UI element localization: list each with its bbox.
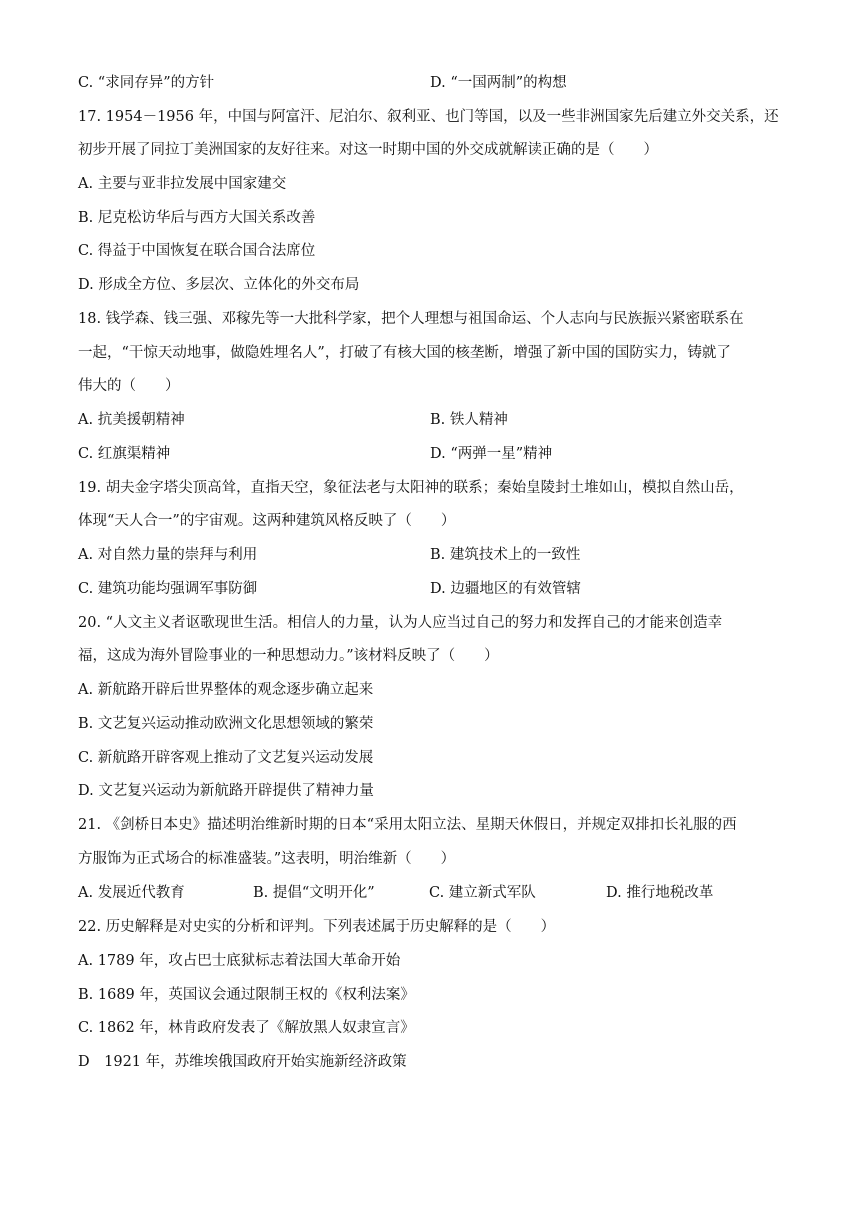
q18-stem-line1: 18. 钱学森、钱三强、邓稼先等一大批科学家，把个人理想与祖国命运、个人志向与民族振兴紧密联系在 [78,311,744,327]
q20-option-c: C. 新航路开辟客观上推动了文艺复兴运动发展 [78,750,374,766]
q21-option-c: C. 建立新式军队 [429,885,536,901]
q20-option-d: D. 文艺复兴运动为新航路开辟提供了精神力量 [78,783,374,799]
q22-stem-line1: 22. 历史解释是对史实的分析和评判。下列表述属于历史解释的是（ ） [78,919,556,935]
q20-option-b: B. 文艺复兴运动推动欧洲文化思想领域的繁荣 [78,716,374,732]
q19-option-a: A. 对自然力量的崇拜与利用 [78,547,258,563]
q19-option-b: B. 建筑技术上的一致性 [430,547,581,563]
q20-stem-line1: 20. “人文主义者讴歌现世生活。相信人的力量，认为人应当过自己的努力和发挥自己的才能来创造幸 [78,615,723,631]
q18-option-d: D. “两弹一星”精神 [430,446,553,462]
q16-option-d: D. “一国两制”的构想 [430,75,567,91]
q17-option-c: C. 得益于中国恢复在联合国合法席位 [78,243,316,259]
q18-option-b: B. 铁人精神 [430,412,508,428]
q17-stem-line2: 初步开展了同拉丁美洲国家的友好往来。对这一时期中国的外交成就解读正确的是（ ） [78,142,658,158]
q20-stem-line2: 福，这成为海外冒险事业的一种思想动力。”该材料反映了（ ） [78,648,499,664]
q17-stem-line1: 17. 1954－1956 年，中国与阿富汗、尼泊尔、叙利亚、也门等国，以及一些非洲国家先后建立外交关系，还 [78,109,779,125]
q19-option-d: D. 边疆地区的有效管辖 [430,581,581,597]
q21-stem-line1: 21. 《剑桥日本史》描述明治维新时期的日本“采用太阳立法、星期天休假日，并规定双排扣长礼服的西 [78,817,737,833]
q16-option-c: C. “求同存异”的方针 [78,75,215,91]
q22-option-b: B. 1689 年，英国议会通过限制王权的《权利法案》 [78,987,415,1003]
q19-stem-line1: 19. 胡夫金字塔尖顶高耸，直指天空，象征法老与太阳神的联系；秦始皇陵封土堆如山，模拟自然山岳， [78,480,744,496]
q17-option-d: D. 形成全方位、多层次、立体化的外交布局 [78,277,360,293]
q21-option-a: A. 发展近代教育 [78,885,185,901]
q17-option-a: A. 主要与亚非拉发展中国家建交 [78,176,287,192]
q20-option-a: A. 新航路开辟后世界整体的观念逐步确立起来 [78,682,374,698]
q18-stem-line3: 伟大的（ ） [78,378,180,394]
q21-option-b: B. 提倡“文明开化” [253,885,375,901]
q17-option-b: B. 尼克松访华后与西方大国关系改善 [78,210,316,226]
q19-option-c: C. 建筑功能均强调军事防御 [78,581,258,597]
q18-option-c: C. 红旗渠精神 [78,446,171,462]
q21-stem-line2: 方服饰为正式场合的标准盛装。”这表明，明治维新（ ） [78,851,456,867]
q18-option-a: A. 抗美援朝精神 [78,412,185,428]
q19-stem-line2: 体现“天人合一”的宇宙观。这两种建筑风格反映了（ ） [78,513,456,529]
q22-option-c: C. 1862 年，林肯政府发表了《解放黑人奴隶宣言》 [78,1020,415,1036]
q22-option-d: D 1921 年，苏维埃俄国政府开始实施新经济政策 [78,1054,407,1070]
q22-option-a: A. 1789 年，攻占巴士底狱标志着法国大革命开始 [78,953,401,969]
q18-stem-line2: 一起，“干惊天动地事，做隐姓埋名人”，打破了有核大国的核垄断，增强了新中国的国防实力，铸就了 [78,345,731,361]
q21-option-d: D. 推行地税改革 [606,885,714,901]
